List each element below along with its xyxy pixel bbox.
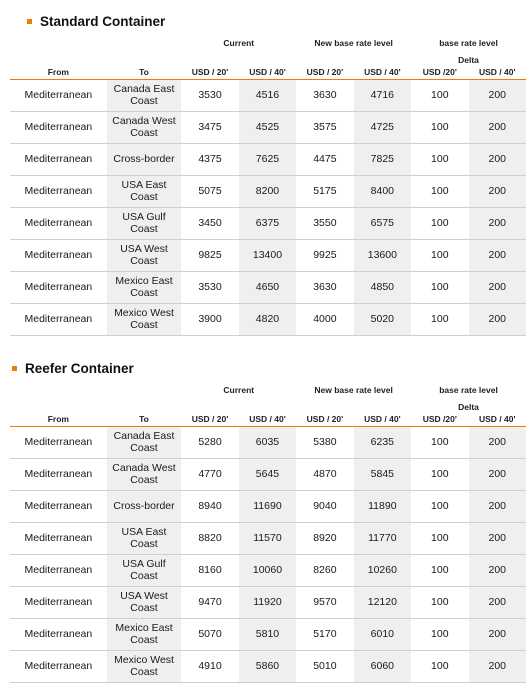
header-current-20: USD / 20' (181, 412, 238, 426)
delta-40-cell: 200 (469, 175, 527, 207)
delta-40-cell: 200 (469, 207, 527, 239)
table-row (10, 490, 526, 522)
destination-cell: Mexico East Coast (107, 618, 182, 650)
delta-40-cell: 200 (469, 111, 527, 143)
destination-cell: Mexico West Coast (107, 650, 182, 682)
delta-40-cell: 200 (469, 303, 527, 335)
current-40-cell: 4650 (239, 271, 296, 303)
delta-40-cell: 200 (469, 554, 527, 586)
section-title: Reefer Container (25, 360, 134, 376)
current-20-cell: 4770 (181, 458, 238, 490)
current-20-cell: 5075 (181, 175, 238, 207)
header-current: Current (223, 385, 255, 395)
delta-20-cell: 100 (411, 522, 468, 554)
current-20-cell: 5070 (181, 618, 238, 650)
table-row (10, 303, 526, 335)
header-delta-40: USD / 40' (469, 412, 527, 426)
current-40-cell: 6035 (239, 426, 296, 458)
header-new-40: USD / 40' (354, 65, 411, 79)
table-row (10, 239, 526, 271)
current-20-cell: 8160 (181, 554, 238, 586)
new-20-cell: 9925 (296, 239, 353, 271)
new-40-cell: 6010 (354, 618, 411, 650)
rate-table (10, 379, 526, 683)
header-new-20: USD / 20' (296, 412, 353, 426)
new-20-cell: 3550 (296, 207, 353, 239)
current-40-cell: 11920 (239, 586, 296, 618)
destination-cell: Mexico West Coast (107, 303, 182, 335)
current-20-cell: 8820 (181, 522, 238, 554)
origin-cell: Mediterranean (10, 207, 107, 239)
delta-40-cell: 200 (469, 618, 527, 650)
destination-cell: Cross-border (107, 490, 182, 522)
header-current-40: USD / 40' (239, 412, 296, 426)
current-40-cell: 10060 (239, 554, 296, 586)
new-20-cell: 8260 (296, 554, 353, 586)
delta-20-cell: 100 (411, 239, 468, 271)
delta-40-cell: 200 (469, 426, 527, 458)
current-20-cell: 4910 (181, 650, 238, 682)
table-row (10, 458, 526, 490)
current-40-cell: 13400 (239, 239, 296, 271)
delta-40-cell: 200 (469, 490, 527, 522)
new-40-cell: 6060 (354, 650, 411, 682)
new-20-cell: 5170 (296, 618, 353, 650)
new-20-cell: 5175 (296, 175, 353, 207)
section-title: Standard Container (40, 13, 166, 29)
new-40-cell: 4725 (354, 111, 411, 143)
section-header (0, 10, 528, 32)
table-row (10, 426, 526, 458)
delta-20-cell: 100 (411, 271, 468, 303)
header-to: To (107, 65, 182, 79)
delta-20-cell: 100 (411, 426, 468, 458)
delta-20-cell: 100 (411, 650, 468, 682)
delta-20-cell: 100 (411, 458, 468, 490)
new-20-cell: 9570 (296, 586, 353, 618)
header-delta: Delta (458, 55, 479, 65)
current-20-cell: 3450 (181, 207, 238, 239)
header-new-20: USD / 20' (296, 65, 353, 79)
table-body (10, 426, 526, 682)
delta-20-cell: 100 (411, 303, 468, 335)
rate-table (10, 32, 526, 336)
new-20-cell: 4000 (296, 303, 353, 335)
header-delta-20: USD /20' (411, 412, 468, 426)
current-20-cell: 3530 (181, 271, 238, 303)
table-row (10, 522, 526, 554)
new-40-cell: 6235 (354, 426, 411, 458)
current-40-cell: 5810 (239, 618, 296, 650)
current-40-cell: 5860 (239, 650, 296, 682)
destination-cell: Canada East Coast (107, 426, 182, 458)
delta-20-cell: 100 (411, 586, 468, 618)
new-40-cell: 6575 (354, 207, 411, 239)
destination-cell: USA East Coast (107, 522, 182, 554)
destination-cell: USA West Coast (107, 586, 182, 618)
origin-cell: Mediterranean (10, 303, 107, 335)
header-from: From (10, 65, 107, 79)
new-40-cell: 4850 (354, 271, 411, 303)
delta-20-cell: 100 (411, 618, 468, 650)
destination-cell: Cross-border (107, 143, 182, 175)
new-20-cell: 4475 (296, 143, 353, 175)
new-20-cell: 9040 (296, 490, 353, 522)
delta-20-cell: 100 (411, 175, 468, 207)
destination-cell: Mexico East Coast (107, 271, 182, 303)
destination-cell: USA East Coast (107, 175, 182, 207)
current-20-cell: 3900 (181, 303, 238, 335)
origin-cell: Mediterranean (10, 554, 107, 586)
current-40-cell: 4516 (239, 79, 296, 111)
origin-cell: Mediterranean (10, 490, 107, 522)
table-row (10, 207, 526, 239)
new-20-cell: 4870 (296, 458, 353, 490)
new-20-cell: 8920 (296, 522, 353, 554)
header-current-40: USD / 40' (239, 65, 296, 79)
new-20-cell: 5010 (296, 650, 353, 682)
header-from: From (10, 412, 107, 426)
destination-cell: Canada East Coast (107, 79, 182, 111)
delta-20-cell: 100 (411, 111, 468, 143)
table-row (10, 175, 526, 207)
standard-container-section (0, 10, 528, 336)
current-20-cell: 9470 (181, 586, 238, 618)
current-40-cell: 11570 (239, 522, 296, 554)
table-row (10, 143, 526, 175)
delta-20-cell: 100 (411, 490, 468, 522)
new-40-cell: 11890 (354, 490, 411, 522)
delta-20-cell: 100 (411, 554, 468, 586)
delta-40-cell: 200 (469, 650, 527, 682)
delta-40-cell: 200 (469, 522, 527, 554)
current-20-cell: 3530 (181, 79, 238, 111)
header-current-20: USD / 20' (181, 65, 238, 79)
table-row (10, 554, 526, 586)
origin-cell: Mediterranean (10, 175, 107, 207)
origin-cell: Mediterranean (10, 79, 107, 111)
current-20-cell: 8940 (181, 490, 238, 522)
delta-20-cell: 100 (411, 79, 468, 111)
new-40-cell: 11770 (354, 522, 411, 554)
header-delta-40: USD / 40' (469, 65, 527, 79)
new-40-cell: 10260 (354, 554, 411, 586)
new-20-cell: 3630 (296, 79, 353, 111)
destination-cell: USA West Coast (107, 239, 182, 271)
section-header (0, 357, 528, 379)
new-20-cell: 3630 (296, 271, 353, 303)
delta-40-cell: 200 (469, 143, 527, 175)
current-40-cell: 5645 (239, 458, 296, 490)
origin-cell: Mediterranean (10, 458, 107, 490)
current-20-cell: 5280 (181, 426, 238, 458)
orange-square-bullet-icon (12, 366, 17, 371)
table-row (10, 271, 526, 303)
destination-cell: USA Gulf Coast (107, 554, 182, 586)
origin-cell: Mediterranean (10, 586, 107, 618)
header-to: To (107, 412, 182, 426)
destination-cell: USA Gulf Coast (107, 207, 182, 239)
current-40-cell: 4525 (239, 111, 296, 143)
new-40-cell: 13600 (354, 239, 411, 271)
origin-cell: Mediterranean (10, 271, 107, 303)
current-20-cell: 3475 (181, 111, 238, 143)
new-40-cell: 5845 (354, 458, 411, 490)
destination-cell: Canada West Coast (107, 111, 182, 143)
current-20-cell: 4375 (181, 143, 238, 175)
current-40-cell: 11690 (239, 490, 296, 522)
table-row (10, 650, 526, 682)
origin-cell: Mediterranean (10, 618, 107, 650)
new-40-cell: 8400 (354, 175, 411, 207)
current-20-cell: 9825 (181, 239, 238, 271)
delta-40-cell: 200 (469, 239, 527, 271)
header-base-rate: base rate level (439, 385, 498, 395)
delta-20-cell: 100 (411, 207, 468, 239)
new-20-cell: 3575 (296, 111, 353, 143)
origin-cell: Mediterranean (10, 239, 107, 271)
current-40-cell: 8200 (239, 175, 296, 207)
new-40-cell: 12120 (354, 586, 411, 618)
orange-square-bullet-icon (27, 19, 32, 24)
delta-40-cell: 200 (469, 79, 527, 111)
current-40-cell: 4820 (239, 303, 296, 335)
table-row (10, 618, 526, 650)
new-40-cell: 4716 (354, 79, 411, 111)
delta-40-cell: 200 (469, 271, 527, 303)
table-row (10, 79, 526, 111)
header-current: Current (223, 38, 255, 48)
header-new-base: New base rate level (314, 385, 393, 395)
origin-cell: Mediterranean (10, 522, 107, 554)
origin-cell: Mediterranean (10, 650, 107, 682)
table-body (10, 79, 526, 335)
reefer-container-section (0, 357, 528, 683)
delta-20-cell: 100 (411, 143, 468, 175)
header-new-40: USD / 40' (354, 412, 411, 426)
header-base-rate: base rate level (439, 38, 498, 48)
origin-cell: Mediterranean (10, 111, 107, 143)
table-row (10, 111, 526, 143)
origin-cell: Mediterranean (10, 426, 107, 458)
header-new-base: New base rate level (314, 38, 393, 48)
current-40-cell: 7625 (239, 143, 296, 175)
destination-cell: Canada West Coast (107, 458, 182, 490)
delta-40-cell: 200 (469, 586, 527, 618)
table-row (10, 586, 526, 618)
header-delta-20: USD /20' (411, 65, 468, 79)
new-40-cell: 7825 (354, 143, 411, 175)
delta-40-cell: 200 (469, 458, 527, 490)
origin-cell: Mediterranean (10, 143, 107, 175)
new-20-cell: 5380 (296, 426, 353, 458)
header-delta: Delta (458, 402, 479, 412)
new-40-cell: 5020 (354, 303, 411, 335)
current-40-cell: 6375 (239, 207, 296, 239)
